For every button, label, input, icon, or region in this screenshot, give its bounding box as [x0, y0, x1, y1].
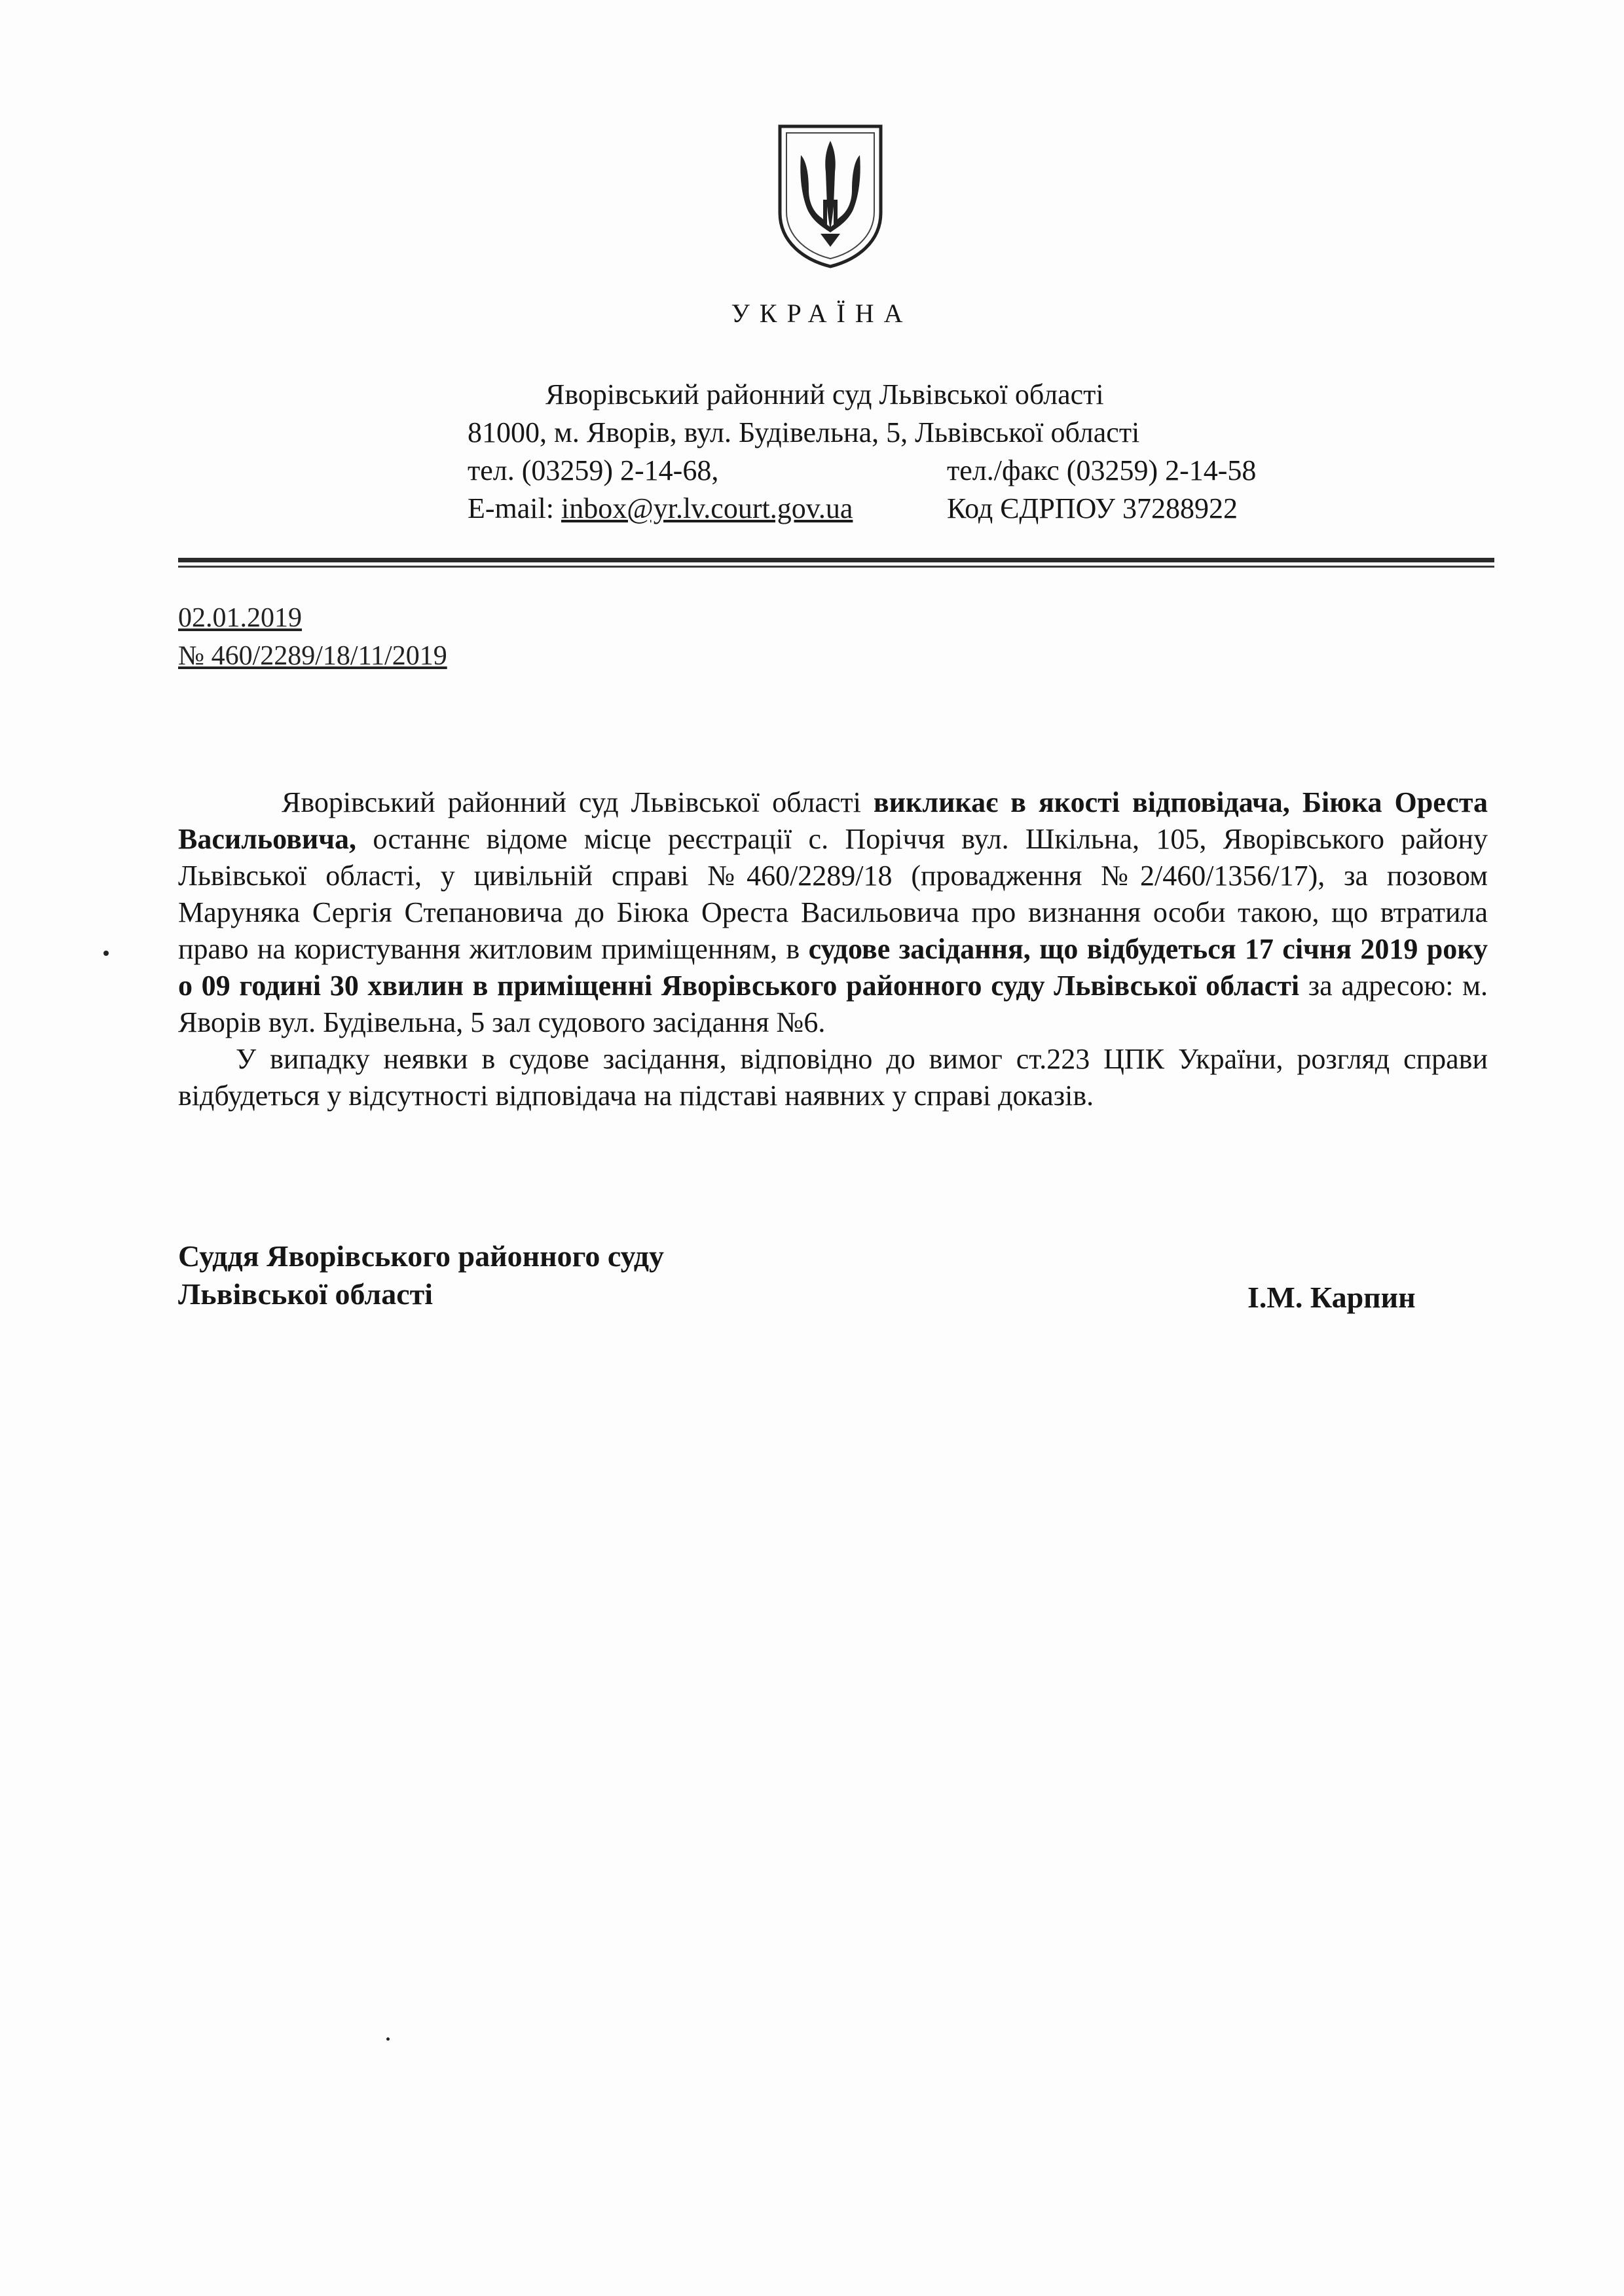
signature-title-line-1: Суддя Яворівського районного суду [178, 1239, 665, 1273]
court-edrpou: Код ЄДРПОУ 37288922 [947, 492, 1238, 524]
header-divider [178, 558, 1494, 562]
summons-hearing-details: судове засідання, що відбудеться 17 січня 2019 року о 09 годині 30 хвилин в приміщенні Яворівського районного суду Львівської області [178, 933, 1488, 1002]
email-label: E-mail: [468, 492, 554, 524]
court-email-row [468, 494, 853, 523]
summons-body [178, 784, 1488, 1114]
judge-name: І.М. Карпин [1247, 1281, 1416, 1314]
court-phone-fax: тел./факс (03259) 2-14-58 [947, 454, 1257, 486]
document-number: № 460/2289/18/11/2019 [178, 641, 447, 671]
scan-speck [103, 951, 109, 956]
email-link[interactable]: inbox@yr.lv.court.gov.ua [561, 492, 853, 524]
scan-speck [386, 2037, 390, 2041]
signature-title-line-2: Львівської області [178, 1277, 434, 1311]
summons-paragraph-1: Яворівський районний суд Львівської області викликає в якості відповідача, Біюка Ореста Васильовича, останнє відоме місце реєстрації с. Поріччя вул. Шкільна, 105, Яворівського району Львівської області, у цивільній справі №460/2289/18 (провадження №2/460/1356/17), за позовом Маруняка Сергія Степановича до Біюка Ореста Васильовича про визнання особи такою, що втратила право на користування житловим приміщенням, в судове засідання, що відбудеться 17 січня 2019 року о 09 годині 30 хвилин в приміщенні Яворівського районного суду Львівської області за адресою: м. Яворів вул. Будівельна, 5 зал судового засідання №6. [178, 786, 1488, 1038]
document-date: 02.01.2019 [178, 603, 302, 633]
trident-emblem-icon [775, 121, 886, 268]
summons-paragraph-2: У випадку неявки в судове засідання, відповідно до вимог ст.223 ЦПК України, розгляд справи відбудеться у відсутності відповідача на підставі наявних у справі доказів. [178, 1043, 1488, 1112]
court-name: Яворівський районний суд Львівської області [545, 378, 1104, 410]
header-divider-thin [178, 566, 1494, 568]
court-address: 81000, м. Яворів, вул. Будівельна, 5, Львівської області [468, 416, 1140, 448]
country-heading: УКРАЇНА [731, 299, 913, 328]
court-phone: тел. (03259) 2-14-68, [468, 454, 719, 486]
summons-defendant: викликає в якості відповідача, Біюка Ореста Васильовича, [178, 786, 1488, 855]
